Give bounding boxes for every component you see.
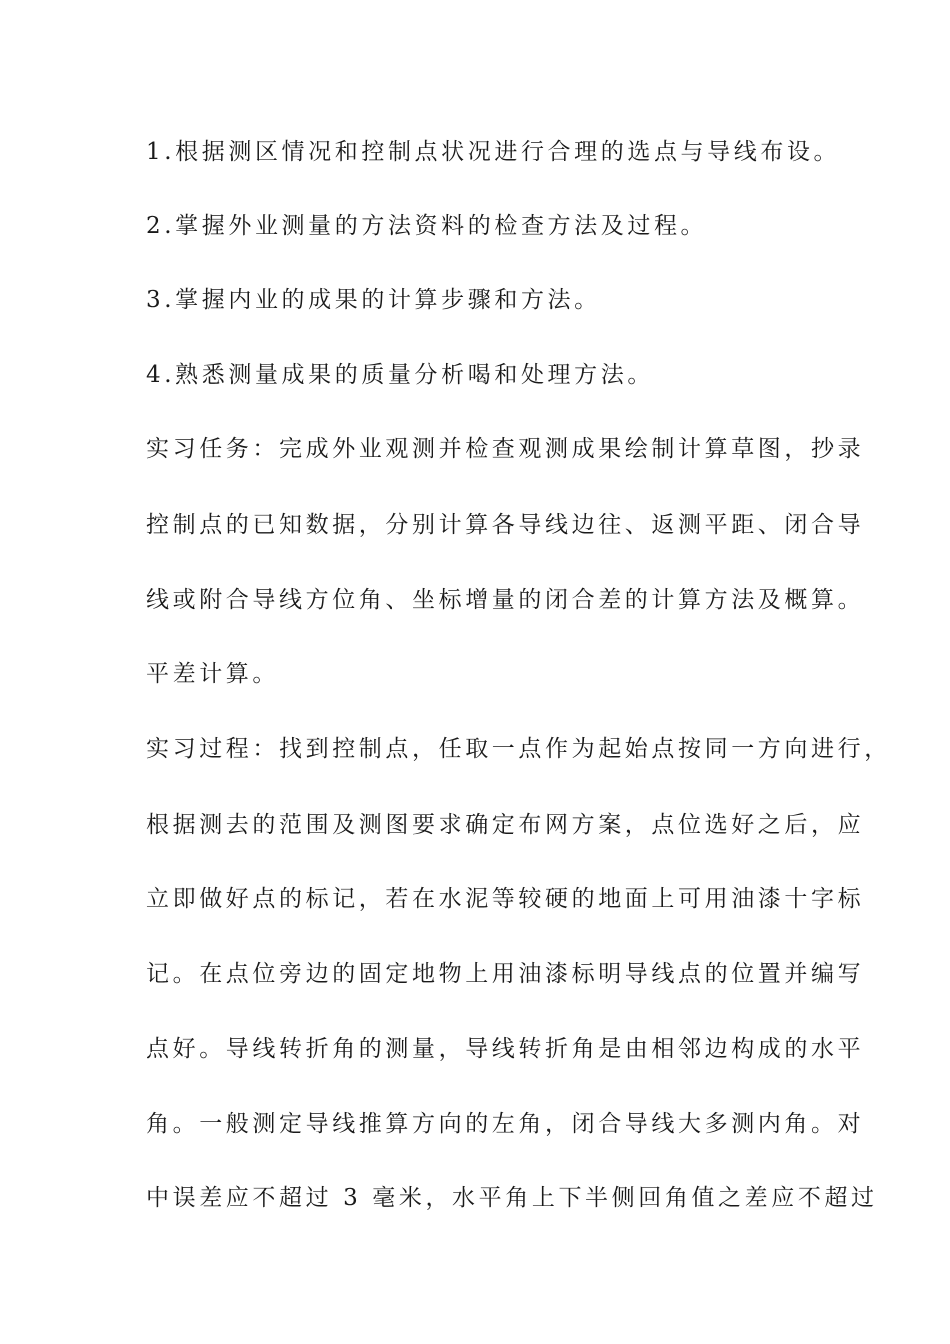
- process-paragraph-line-3: 立即做好点的标记，若在水泥等较硬的地面上可用油漆十字标: [146, 886, 865, 912]
- process-paragraph-line-2: 根据测去的范围及测图要求确定布网方案，点位选好之后，应: [146, 812, 865, 838]
- objective-3: 3.掌握内业的成果的计算步骤和方法。: [146, 287, 601, 313]
- objective-4: 4.熟悉测量成果的质量分析喝和处理方法。: [146, 362, 654, 388]
- process-paragraph-line-5: 点好。导线转折角的测量，导线转折角是由相邻边构成的水平: [146, 1036, 865, 1062]
- objective-2: 2.掌握外业测量的方法资料的检查方法及过程。: [146, 213, 708, 239]
- task-paragraph-line-3: 线或附合导线方位角、坐标增量的闭合差的计算方法及概算。: [146, 587, 865, 613]
- task-paragraph-line-1: 实习任务：完成外业观测并检查观测成果绘制计算草图，抄录: [146, 436, 865, 462]
- process-paragraph-line-7: 中误差应不超过 3 毫米，水平角上下半侧回角值之差应不超过: [146, 1185, 878, 1211]
- objective-1: 1.根据测区情况和控制点状况进行合理的选点与导线布设。: [146, 139, 841, 165]
- adjustment-line: 平差计算。: [146, 661, 279, 687]
- process-paragraph-line-1: 实习过程：找到控制点，任取一点作为起始点按同一方向进行，: [146, 736, 891, 762]
- task-paragraph-line-2: 控制点的已知数据，分别计算各导线边往、返测平距、闭合导: [146, 512, 865, 538]
- process-paragraph-line-4: 记。在点位旁边的固定地物上用油漆标明导线点的位置并编写: [146, 961, 865, 987]
- process-paragraph-line-6: 角。一般测定导线推算方向的左角，闭合导线大多测内角。对: [146, 1111, 865, 1137]
